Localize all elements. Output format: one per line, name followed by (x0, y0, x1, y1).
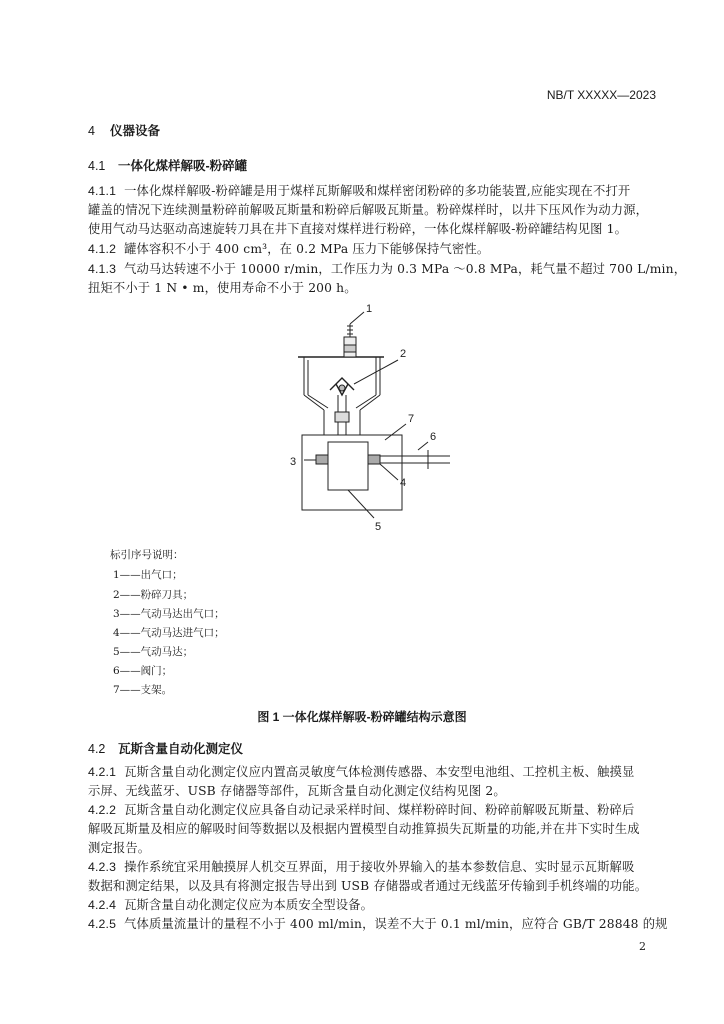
callout-2: 2 (400, 348, 407, 360)
clause-number: 4.2.2 (88, 803, 117, 817)
clause-number: 4.1.3 (88, 262, 117, 276)
legend-item: 3——气动马达出气口； (113, 608, 225, 620)
callout-7: 7 (408, 413, 415, 425)
para-4-2-2-line-2: 解吸瓦斯量及相应的解吸时间等数据以及根据内置模型自动推算损失瓦斯量的功能,并在井下实时生成 (88, 822, 640, 836)
clause-number: 4.2.1 (88, 765, 117, 779)
para-4-1-1-line-3: 使用气动马达驱动高速旋转刀具在井下直接对煤样进行粉碎，一体化煤样解吸-粉碎罐结构见图 1。 (88, 222, 628, 236)
legend-item: 1——出气口； (113, 569, 183, 581)
legend-title: 标引序号说明： (110, 549, 184, 561)
legend-item: 5——气动马达； (113, 646, 194, 658)
legend-item: 7——支架。 (113, 684, 173, 696)
legend-item: 6——阀门； (113, 665, 173, 677)
para-4-1-1-line-1: 4.1.1 一体化煤样解吸-粉碎罐是用于煤样瓦斯解吸和煤样密闭粉碎的多功能装置,应能实现在不打开 (88, 184, 631, 198)
para-4-2-3-line-2: 数据和测定结果，以及具有将测定报告导出到 USB 存储器或者通过无线蓝牙传输到手机终端的功能。 (88, 879, 648, 893)
para-4-1-2: 4.1.2 罐体容积不小于 400 cm³，在 0.2 MPa 压力下能够保持气密性。 (88, 242, 490, 256)
legend-item: 2——粉碎刀具； (113, 589, 194, 601)
section-number: 4 (88, 124, 95, 138)
figure-1-caption: 图 1 一体化煤样解吸-粉碎罐结构示意图 (257, 710, 467, 724)
para-4-2-5-line-1: 4.2.5 气体质量流量计的量程不小于 400 ml/min，误差不大于 0.1 ml/min，应符合 GB/T 28848 的规 (88, 917, 668, 931)
subsection-title: 一体化煤样解吸-粉碎罐 (118, 159, 248, 173)
clause-number: 4.1.2 (88, 242, 117, 256)
para-4-2-4: 4.2.4 瓦斯含量自动化测定仪应为本质安全型设备。 (88, 898, 374, 912)
figure-1-diagram (280, 300, 460, 540)
subsection-title: 瓦斯含量自动化测定仪 (118, 742, 244, 756)
callout-5: 5 (375, 521, 382, 533)
para-4-1-1-line-2: 罐盖的情况下连续测量粉碎前解吸瓦斯量和粉碎后解吸瓦斯量。粉碎煤样时，以井下压风作为动力源， (88, 203, 649, 217)
callout-6: 6 (430, 431, 437, 443)
standard-code: NB/T XXXXX—2023 (546, 88, 656, 102)
legend-item: 4——气动马达进气口； (113, 627, 225, 639)
clause-number: 4.2.5 (88, 917, 117, 931)
para-4-2-1-line-1: 4.2.1 瓦斯含量自动化测定仪应内置高灵敏度气体检测传感器、本安型电池组、工控机主板、触摸显 (88, 765, 635, 779)
subsection-4-1-heading (88, 156, 247, 174)
section-title: 仪器设备 (110, 124, 161, 138)
callout-1: 1 (366, 303, 373, 315)
para-4-1-3-line-2: 扭矩不小于 1 N • m，使用寿命不小于 200 h。 (88, 281, 357, 295)
para-4-2-2-line-3: 测定报告。 (88, 841, 151, 855)
section-4-heading (88, 121, 160, 139)
para-4-1-3-line-1: 4.1.3 气动马达转速不小于 10000 r/min，工作压力为 0.3 MPa ～0.8 MPa，耗气量不超过 700 L/min， (88, 262, 687, 276)
page-number: 2 (639, 940, 646, 953)
clause-number: 4.2.4 (88, 898, 117, 912)
clause-number: 4.1.1 (88, 184, 117, 198)
subsection-4-2-heading (88, 739, 243, 757)
subsection-number: 4.2 (88, 742, 106, 756)
callout-4: 4 (400, 477, 407, 489)
para-4-2-3-line-1: 4.2.3 操作系统宜采用触摸屏人机交互界面，用于接收外界输入的基本参数信息、实时显示瓦斯解吸 (88, 860, 635, 874)
callout-3: 3 (290, 456, 297, 468)
para-4-2-2-line-1: 4.2.2 瓦斯含量自动化测定仪应具备自动记录采样时间、煤样粉碎时间、粉碎前解吸瓦斯量、粉碎后 (88, 803, 635, 817)
subsection-number: 4.1 (88, 159, 106, 173)
para-4-2-1-line-2: 示屏、无线蓝牙、USB 存储器等部件，瓦斯含量自动化测定仪结构见图 2。 (88, 784, 506, 798)
clause-number: 4.2.3 (88, 860, 117, 874)
